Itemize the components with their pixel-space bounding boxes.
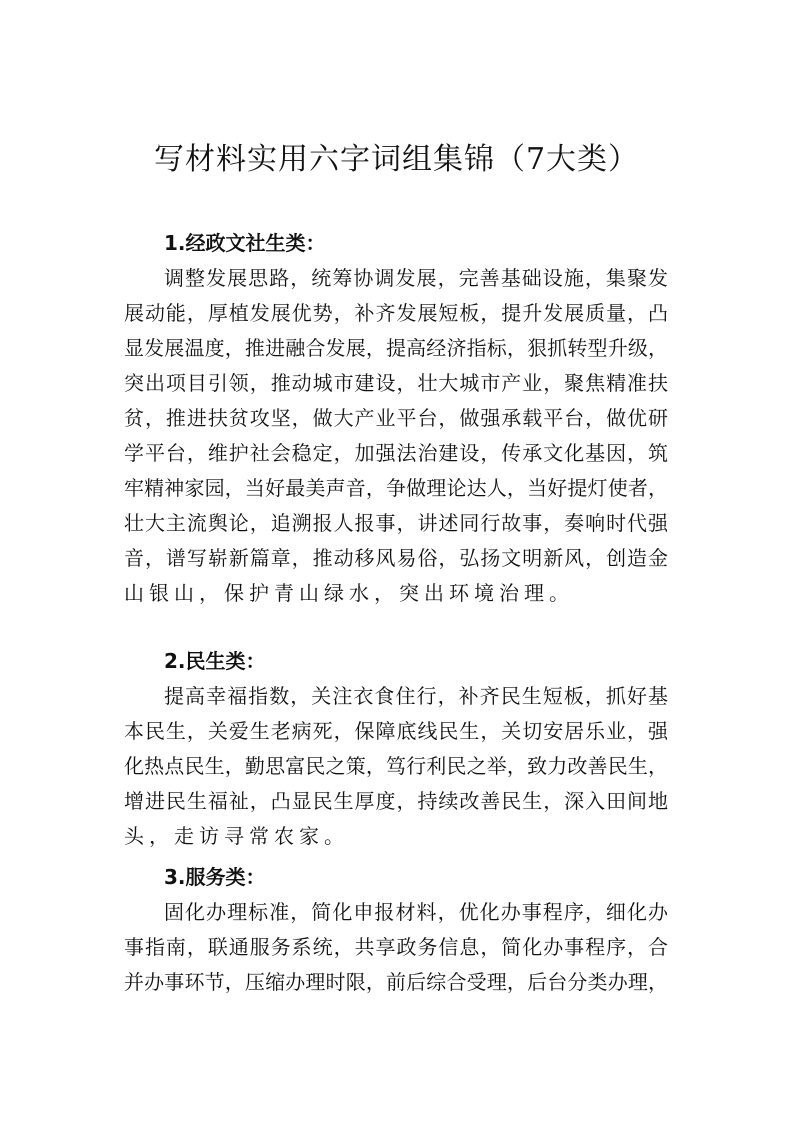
document-title: 写材料实用六字词组集锦（7大类） bbox=[153, 142, 640, 177]
section-livelihood bbox=[124, 644, 668, 854]
paragraph-line: 学平台，维护社会稳定，加强法治建设，传承文化基因，筑 bbox=[124, 441, 668, 465]
paragraph-line: 显发展温度，推进融合发展，提高经济指标，狠抓转型升级， bbox=[124, 336, 668, 360]
paragraph-line: 提高幸福指数，关注衣食住行，补齐民生短板，抓好基 bbox=[164, 684, 668, 708]
section-heading: 2.民生类： bbox=[164, 649, 266, 673]
paragraph-line: 本民生，关爱生老病死，保障底线民生，关切安居乐业，强 bbox=[124, 719, 668, 743]
section-heading: 3.服务类： bbox=[164, 865, 266, 889]
paragraph-line: 突出项目引领，推动城市建设，壮大城市产业，聚焦精准扶 bbox=[124, 371, 668, 395]
paragraph-line: 事指南，联通服务系统，共享政务信息，简化办事程序，合 bbox=[124, 935, 668, 959]
paragraph-line: 音，谱写崭新篇章，推动移风易俗，弘扬文明新风，创造金 bbox=[124, 546, 668, 570]
paragraph-line: 牢精神家园，当好最美声音，争做理论达人，当好提灯使者， bbox=[124, 476, 668, 500]
section-economy-politics-culture-society bbox=[124, 226, 668, 611]
paragraph-line: 增进民生福祉，凸显民生厚度，持续改善民生，深入田间地 bbox=[124, 789, 668, 813]
paragraph-line: 化热点民生，勤思富民之策，笃行利民之举，致力改善民生， bbox=[124, 754, 668, 778]
paragraph-line: 山银山，保护青山绿水，突出环境治理。 bbox=[124, 581, 574, 605]
section-heading: 1.经政文社生类： bbox=[164, 231, 326, 255]
section-service bbox=[124, 860, 668, 1000]
paragraph-line: 并办事环节，压缩办理时限，前后综合受理，后台分类办理， bbox=[124, 970, 668, 994]
paragraph-line: 壮大主流舆论，追溯报人报事，讲述同行故事，奏响时代强 bbox=[124, 511, 668, 535]
paragraph-line: 展动能，厚植发展优势，补齐发展短板，提升发展质量，凸 bbox=[124, 301, 668, 325]
paragraph-line: 调整发展思路，统筹协调发展，完善基础设施，集聚发 bbox=[164, 266, 668, 290]
paragraph-line: 固化办理标准，简化申报材料，优化办事程序，细化办 bbox=[164, 900, 668, 924]
paragraph-line: 头，走访寻常农家。 bbox=[124, 824, 349, 848]
paragraph-line: 贫，推进扶贫攻坚，做大产业平台，做强承载平台，做优研 bbox=[124, 406, 668, 430]
